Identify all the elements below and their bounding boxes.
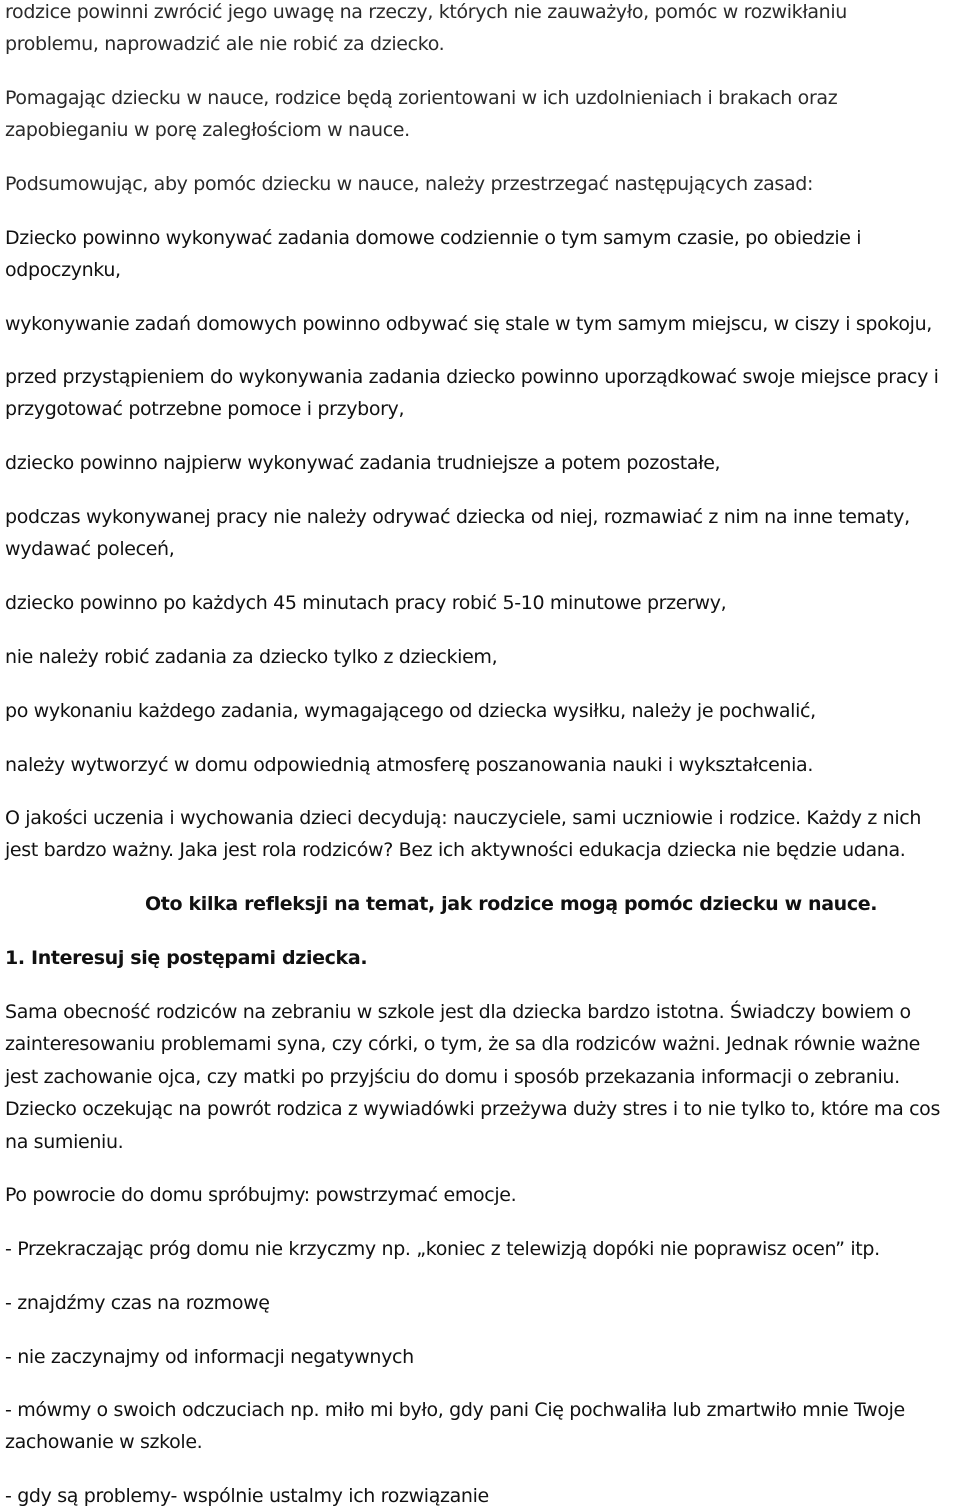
text-line: odpoczynku, [5, 259, 121, 281]
text-line: wykonywanie zadań domowych powinno odbywać się stale w tym samym miejscu, w ciszy i spokoju, [5, 313, 932, 335]
text-line: Dziecko powinno wykonywać zadania domowe codziennie o tym samym czasie, po obiedzie i [5, 227, 862, 249]
text-line: rodzice powinni zwrócić jego uwagę na rzeczy, których nie zauważyło, pomóc w rozwikłaniu [5, 1, 847, 23]
text-line: O jakości uczenia i wychowania dzieci decydują: nauczyciele, sami uczniowie i rodzice. Każdy z nich [5, 807, 922, 829]
text-line: wydawać poleceń, [5, 538, 175, 560]
text-line: dziecko powinno po każdych 45 minutach pracy robić 5-10 minutowe przerwy, [5, 592, 727, 614]
text-line: Sama obecność rodziców na zebraniu w szkole jest dla dziecka bardzo istotna. Świadczy bowiem o [5, 1001, 911, 1023]
text-line: nie należy robić zadania za dziecko tylko z dzieckiem, [5, 646, 498, 668]
text-line: należy wytworzyć w domu odpowiednią atmosferę poszanowania nauki i wykształcenia. [5, 754, 814, 776]
text-line: Pomagając dziecku w nauce, rodzice będą zorientowani w ich uzdolnieniach i brakach oraz [5, 87, 838, 109]
numbered-heading: 1. Interesuj się postępami dziecka. [5, 947, 368, 969]
text-line: Podsumowując, aby pomóc dziecku w nauce, należy przestrzegać następujących zasad: [5, 173, 814, 195]
text-line: na sumieniu. [5, 1131, 124, 1153]
text-line: - Przekraczając próg domu nie krzyczmy np. „koniec z telewizją dopóki nie poprawisz ocen” itp. [5, 1238, 880, 1260]
text-line: - nie zaczynajmy od informacji negatywnych [5, 1346, 414, 1368]
text-line: Dziecko oczekując na powrót rodzica z wywiadówki przeżywa duży stres i to nie tylko to, które ma cos [5, 1098, 940, 1120]
text-line: dziecko powinno najpierw wykonywać zadania trudniejsze a potem pozostałe, [5, 452, 721, 474]
text-line: zachowanie w szkole. [5, 1431, 203, 1453]
text-line: podczas wykonywanej pracy nie należy odrywać dziecka od niej, rozmawiać z nim na inne tematy, [5, 506, 910, 528]
text-line: przygotować potrzebne pomoce i przybory, [5, 398, 405, 420]
text-line: po wykonaniu każdego zadania, wymagającego od dziecka wysiłku, należy je pochwalić, [5, 700, 816, 722]
text-line: przed przystąpieniem do wykonywania zadania dziecko powinno uporządkować swoje miejsce pracy i [5, 366, 939, 388]
text-line: problemu, naprowadzić ale nie robić za dziecko. [5, 33, 445, 55]
text-line: zapobieganiu w porę zaległościom w nauce. [5, 119, 410, 141]
text-line: Po powrocie do domu spróbujmy: powstrzymać emocje. [5, 1184, 517, 1206]
text-line: - gdy są problemy- wspólnie ustalmy ich rozwiązanie [5, 1485, 489, 1507]
section-heading: Oto kilka refleksji na temat, jak rodzice mogą pomóc dziecku w nauce. [145, 893, 878, 915]
text-line: jest zachowanie ojca, czy matki po przyjściu do domu i sposób przekazania informacji o zebraniu. [5, 1066, 900, 1088]
text-line: jest bardzo ważny. Jaka jest rola rodziców? Bez ich aktywności edukacja dziecka nie będzie udana. [5, 839, 906, 861]
text-line: - mówmy o swoich odczuciach np. miło mi było, gdy pani Cię pochwaliła lub zmartwiło mnie Twoje [5, 1399, 905, 1421]
text-line: zainteresowaniu problemami syna, czy córki, o tym, że sa dla rodziców ważni. Jednak równie ważne [5, 1033, 920, 1055]
text-line: - znajdźmy czas na rozmowę [5, 1292, 270, 1314]
